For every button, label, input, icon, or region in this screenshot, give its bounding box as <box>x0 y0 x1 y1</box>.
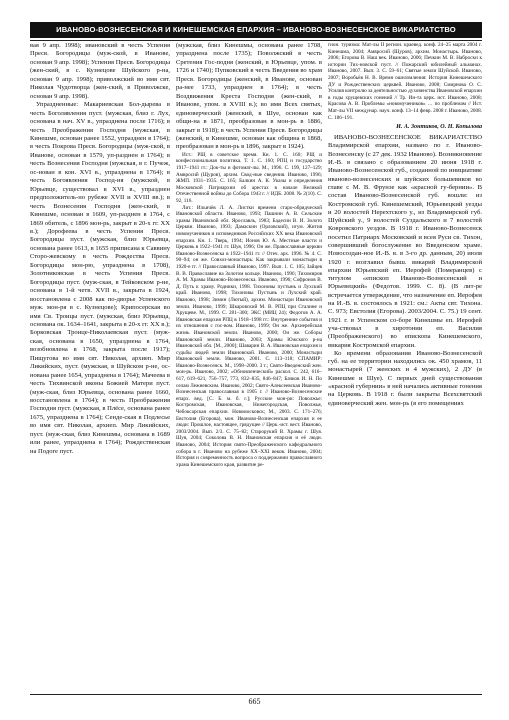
paragraph-abolished: Упраздненные: Макариевская Бол-дырева в честь Боголявления пуст. (мужская, близ г. Лух, основана в нач. XV в., упразднена после 1716); в честь Преображения Господня (мужская, в Кинешме, основан ранее 1552, упразднен в 1764); в честь Покрова Пресв. Богородицы (муж-ской, в Иванове, основан в 1579, уп-разднен в 1764); в честь Вознесения Господня (мужская, в г. Пучеж, ос-нован в кон. XVI в., упразднена в 1764); в честь Богоявления Господ-ня (мужской, в Юрьевце, существовал в XVI в., упразднен предположитель-но рубеже XVII и XVIII вв.); в честь Вознесения Господня (жен-ский, в Кинешме, основан в 1609, уп-разднен в 1764, с 1869 обитель, с 1896 мон-рь, закрыт в 20-х гг. XX в.); Дорофеева в честь Успения Пресв. Богородицы пуст. (мужская, близ Юрьевца, основана ранее 1613, в 1655 приписана к Саввину Сторо-жевскому в честь Рождества Пресв. Богородицы мон-рю, упразднена в 1708), Золотниковская в честь Успения Пресв. Богородицы пуст. (муж-ская, в Тейковском р-не, основана в 1-й четв. XVII в., закрыта в 1924, восстановлена с 2008 как по-дворье Успенского муж. мон-ря в с. Кузнецове); Крипосерская во имя Св. Троицы пуст. (мужская, близ Юрьевца, основана ок. 1634–1641, закрыта в 20-х гг. XX в.); Борковская Троице-Николаевская пуст. (муж-ская, основана в 1650, упразднена в 1764, возобновлена в 1768, закрыта после 1917); Пищугова во имя свт. Николая, архиеп. Мир Ликийских, пуст. (мужская, в Шуйском р-не, ос-нована ранее 1654, упразднена в 1764); Мачеева в честь Тихвинской иконы Божией Матери пуст. (муж-ская, близ Юрьевца, основана ранее 1660, восстановлена в 1764); в честь Преображения Господня пуст. (мужская, в Плёсе, основана ранее 1675, упразднена в 1764); Сенде-ская в Подлесье во имя свт. Николая, архиеп. Мир Ликийских, пуст. (муж-ская, близ Кинешмы, основана в 1689 или ранее, упразднена в 1764); Рождественская на Подоге пуст. <box>30 101 170 455</box>
article-vikariatstvo: ИВАНОВО-ВОЗНЕСЕНСКОЕ ВИКАРИАТСТВО Владимирской епархии, названо по г. Иваново-Вознесенску (с 27 дек. 1932 Иваново). Возникновение И.-В. в связано с образованием 20 июня 1918 г. Иваново-Вознесенской губ., созданной по инициативе иваново-вознесенских и шуйских большевиков во главе с М. В. Фрунзе как «красной гу-бернии». В состав Иваново-Вознесенской губ. вошли: из Костромской губ. Кинешемский, Юрьевецкий уезды и 20 волостей Нерехтского у., из Владимирской губ. Шуйский у., 9 волостей Суздальского и 7 волостей Ковровского уездов. В 1918 г. Иваново-Вознесенск посетил Патриарх Московский и всея Руси св. Тихон, совершивший богослужение во Введенском храме. Новосоздан-ное И.-В. в. в 3-го др. данным, 20) июля 1920 г. возглавил бывш. викарий Владимирской епархии Юрьевский еп. Иерофей (Померанцев) с титулом «епископ Иваново-Вознесенский и Юрьевецкий» (Федотов. 1999. С. 8). (В лит-ре встречается утверждение, что назначение еп. Иерофея на И.-В. в. состоялось в 1921: см.: Акты свт. Тихона. С. 973; Евстолия (Егорова). 2003/2004. С. 75.) 19 сент. 1921 г. в Успенском со-боре Кинешмы еп. Иерофей уча-ствовал в хиротонии еп. Василия (Преображенского) во епископа Кинешемского, викария Костромской епархии. <box>328 134 482 349</box>
article-author: И. А. Зонтиков, О. Н. Копылова <box>396 124 482 131</box>
header-rule <box>30 40 482 41</box>
column-right <box>328 42 482 687</box>
footer-rule <box>30 694 482 695</box>
sources-paragraph: Ист.: РЩ в советское время. Кн. 1. С. 160; РЩ и конфессиональная политика. Т. 1. С. 160; РПЦ и государство 1917–1941 гг.: Док-ты и фотомат-лы. М., 1996. С. 199, 127–129; Амвросий (Щуров), архим. Свод-ные сведения. Иваново, 1996; ЖМП. 1931–1935. С. 165; Балкин А. К. Указы и определения Московской Патриархии об арестах в начале Великой Отечественной войны до Собора 1943 г. // ИДБ. 2008. № 2(10). С. 92, 116. <box>176 151 322 205</box>
paragraph: вая 9 апр. 1998); ивановский в честь Успения Пресв. Богородицы (муж-ской, в Иванове, основан 9 апр. 1998); Успения Пресв. Богородицы (жен-ский, в с. Кузнецове Шуйского р-на, основан 9 апр. 1998); приволжский во имя свт. Николая Чудотворца (жен-ский, в Приволжске, основан 9 апр. 1998). <box>30 42 170 100</box>
column-middle <box>176 42 322 687</box>
literature-continuation: гион. туризма: Мат-лы II регион. краевед. конф. 24–25 марта 2004 г. Кинешма, 2004; Амвросий (Щуров), архим. Монастырь. Иваново, 2006; Егорова В. Наш век. Иваново, 2006; Печкин М. В. Наброски к истории Тих-новской пуст. // Пожарский юбилейный альманах. Иваново, 2007. Вып. 3. С. 59–61; Святые земли Шуйской. Иваново, 2007; Воробьёв Н. В. Время ошеломления: История Кинешемского ДУ и Рождественских церквей. Иваново, 2008; Смирнова О. С. Усилия контролю за деятельностью духовенства Ивановской епархии в годы хрущевских гонений // Тр. Ин-та церк. ист. Иваново, 2008; Красова А. В. Проблемы «новомучеников» … по проблемам // Ист. Мат-лы VII междунар. науч. конф. 13–14 февр. 2008 г. Иваново, 2008. С. 186–191. <box>328 42 482 121</box>
literature-paragraph: Лит.: Ильичёв Л. А. Листки времени старо-обрядческой Ивановской области. Иваново, 1993; Пашнин А. В. Сельские храмы Ивановской обл. Ярославль, 1983; Бадесин В. И. Золото Церкви. Иваново, 1993; Дамаскин (Орловский), игум. Жития новомучеников и исповедников Российских ХХ века Ивановской епархии. Кн. 1. Тверь, 1994; Ионов Ю. А. Местные власти и Церковь в 1922–1941 гг. Шуя, 1996; Он же. Православные церкви Иваново-Вознесенска в 1922–1941 гг. // Отеч. арх. 1996. № 4. С. 90–94; он же. Совхоз-монастырь: Как закрывали монастыри в 1920-е гг. // Православный Иваново, 1997. Вып. 1. С. 105; Зайцев В. В. Православие на Золотом кольце. Иваново, 1996; Тихомиров А. М. Храмы Иваново-Вознесенска. Иваново, 1996; Софронов В. Д. Путь к храму. Родники, 1998. Тихоновы пустынь и Лухский край. Иваново, 1998; Тихоновы Пустынь и Лухский край. Иваново, 1998; Зимин (Лютый), архим. Монастыри Ивановской земли. Иваново, 1999; Шкаровский М. В. РПЦ при Сталине и Хрущеве. М., 1999. С. 281–300; ЭКС (МИЦ 24); Федотов А. А. Ивановская епархия РПЦ в 1918–1998 гг.: Внутренние события и их отношения с гос-вом. Иваново, 1999; Он же. Архиерейская жизнь Ивановской земли. Иваново, 2000; Он же. Соборы Ивановской земли. Иваново, 2003; Храмы Южского р-на Ивановской обл. [М., 2000]; Шаварин В. А. Ивановская епархия и судьбы людей земли Ивановской. Иваново, 2000; Монастыри Ивановской земли. Иваново, 2001. С. 113–118; СПАМИР: Иваново-Вознесенск. М., 1998–2000. 3 т.; Свято-Введенский жен. мон-рь. Иваново, 2002; «Обновленческий» раскол. С. 242, 616–617, 619–621, 756–757, 773, 832–835, 846–847; Бачков И. Н. По селам Лежневским. Иваново, 2002; Свято-Алексеевская Иваново-Вознесенская православная в 1905 г. // Иваново-Вознесенские епарх. вед. [С. Б. м. б. г.]; Русские мон-ри: Поволжье: Костромская, Ивановская, Нижегородская, Поволжья, Чебоксарская епархии. Новомосковск; М., 2003. С. 171–276; Евстолия (Егорова), мон. Иваново-Вознесенская епархия и ее люди: Прошлое, настоящее, грядущее // Церк.-ист. вест. Иваново, 2003/2004. Вып. 2/3. С. 75–82; Старорукий В. Храмы г. Шуя. Шуя, 2004; Соколова В. Н. Ивановская епархия и её люди. Иваново, 2004; История свято-Преображенского кафедрального собора в г. Иваново на рубеже XX–XXI веков. Иваново, 2004; История и современность вопроса о поддержании православного храма Кинешемского края, развитие ре- <box>176 204 322 468</box>
running-header: ИВАНОВО-ВОЗНЕСЕНСКАЯ И КИНЕШЕМСКАЯ ЕПАРХИЯ – ИВАНОВО-ВОЗНЕСЕНСКОЕ ВИКАРИАТСТВО <box>30 22 482 38</box>
paragraph: Ко времени образования Иваново-Вознесенской губ. на ее территории находились ок. 450 храмов, 11 монастырей (7 женских и 4 мужских), 2 ДУ (в Кинешме и Шуе). С первых дней существования «красной губернии» в ней начались активные гонения на Церковь. В 1918 г. были закрыты Всехсвятский единоверческий жен. мон-рь (в его помещениях <box>328 349 482 407</box>
paragraph: (мужская, близ Кинешмы, основана ранее 1708, упразднена после 1735); Поволжский в честь Сретения Гос-подня (женский, в Юрьевце, упом. в 1726 и 1740); Пупковский в честь Введения во храм Пресв. Богородицы (женский, в Иванове, основан ра-нее 1733, упразднен в 1764); в честь Воздвижения Креста Господня (жен-ский, в Иванове, упом. в XVIII в.); во имя Всех святых, единоверческий (женский, в Шуе, основан как общи-на в 1871, преобразован в мон-рь в 1886, закрыт в 1918); в честь Успения Пресв. Богородицы (женский, в Кинешме, основан как община в 1868, преобразован в мон-рь в 1896, закрыт в 1924). <box>176 42 322 151</box>
page-number: 665 <box>248 697 261 706</box>
column-left <box>30 42 170 687</box>
